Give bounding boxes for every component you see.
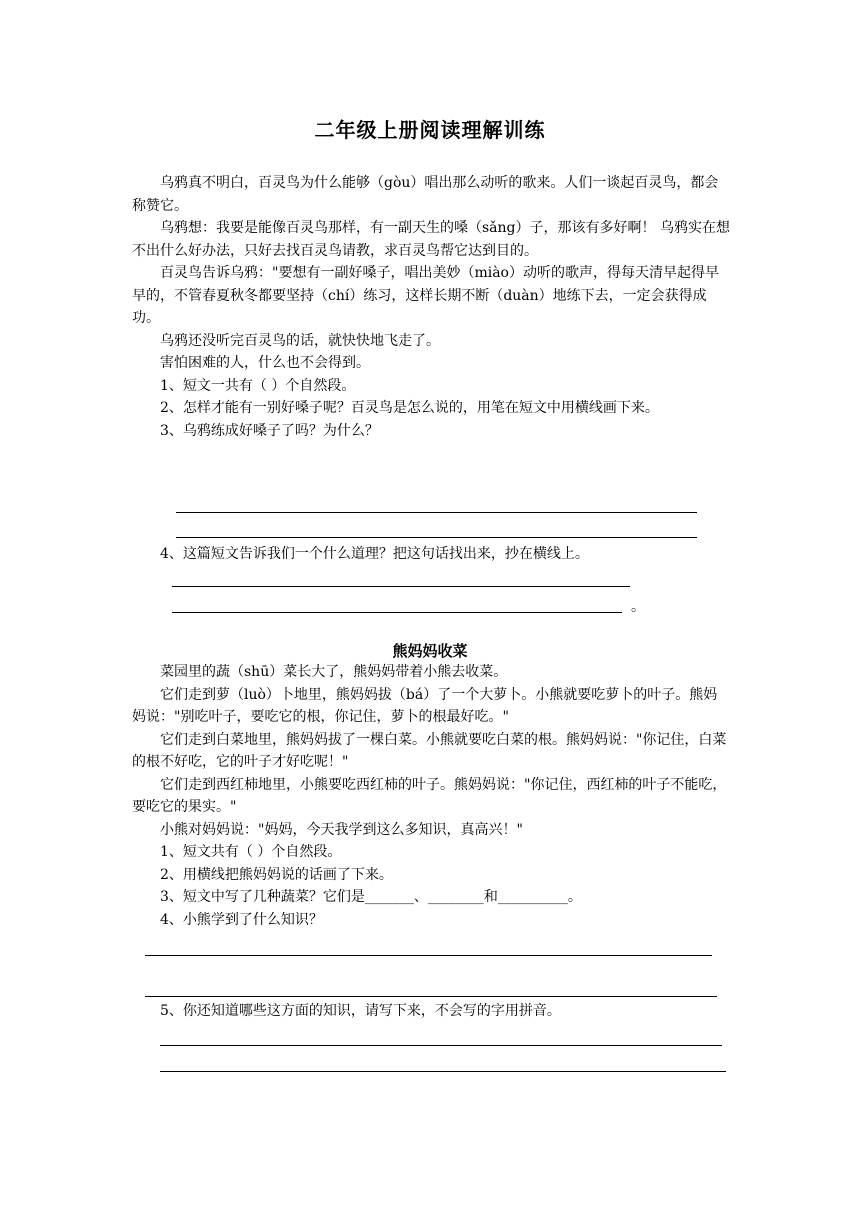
paragraph: 百灵鸟告诉乌鸦："要想有一副好嗓子，唱出美妙（miào）动听的歌声，得每天清早起得早早的，不管春夏秋冬都要坚持（chí）练习，这样长期不断（duàn）地练下去，一定会获得成功。 <box>132 265 719 326</box>
section-title: 熊妈妈收菜 <box>392 642 468 660</box>
answer-line[interactable] <box>172 586 630 587</box>
question: 3、乌鸦练成好嗓子了吗？为什么？ <box>160 422 379 439</box>
paragraph: 乌鸦想：我要是能像百灵鸟那样，有一副天生的嗓（sǎng）子，那该有多好啊！ 乌鸦实在想不出什么好办法，只好去找百灵鸟请教，求百灵鸟帮它达到目的。 <box>132 220 730 259</box>
passage1-question-4 <box>132 543 730 566</box>
paragraph: 乌鸦还没听完百灵鸟的话，就快快地飞走了。 <box>160 332 440 349</box>
question: 4、这篇短文告诉我们一个什么道理？把这句话找出来，抄在横线上。 <box>160 546 589 562</box>
page-title: 二年级上册阅读理解训练 <box>314 118 546 142</box>
question: 3、短文中写了几种蔬菜？它们是_______、________和__________。 <box>160 889 582 905</box>
paragraph: 菜园里的蔬（shū）菜长大了，熊妈妈带着小熊去收菜。 <box>160 664 508 680</box>
passage2-body <box>132 661 730 931</box>
paragraph: 害怕困难的人，什么也不会得到。 <box>160 355 370 371</box>
paragraph: 它们走到萝（luò）卜地里，熊妈妈拔（bá）了一个大萝卜。小熊就要吃萝卜的叶子。熊妈妈说："别吃叶子，要吃它的根，你记住，萝卜的根最好吃。" <box>132 686 718 725</box>
question: 1、短文一共有（ ）个自然段。 <box>160 377 356 394</box>
answer-line[interactable] <box>160 1045 722 1046</box>
answer-line[interactable] <box>176 537 697 538</box>
passage1-body <box>132 172 730 442</box>
paragraph: 它们走到西红柿地里，小熊要吃西红柿的叶子。熊妈妈说："你记住，西红柿的叶子不能吃，要吃它的果实。" <box>132 776 727 815</box>
paragraph: 乌鸦真不明白，百灵鸟为什么能够（gòu）唱出那么动听的歌来。人们一谈起百灵鸟，都会称赞它。 <box>132 175 719 214</box>
answer-line[interactable] <box>172 612 622 613</box>
question: 5、你还知道哪些这方面的知识，请写下来，不会写的字用拼音。 <box>160 1003 561 1019</box>
question: 2、怎样才能有一别好嗓子呢？百灵鸟是怎么说的，用笔在短文中用横线画下来。 <box>160 400 659 416</box>
paragraph: 小熊对妈妈说："妈妈，今天我学到这么多知识，真高兴！" <box>160 821 523 838</box>
end-mark: 。 <box>631 599 645 615</box>
passage2-question-5 <box>132 1000 730 1023</box>
question: 1、短文共有（ ）个自然段。 <box>160 844 342 860</box>
paragraph: 它们走到白菜地里，熊妈妈拔了一棵白菜。小熊就要吃白菜的根。熊妈妈说："你记住，白菜的根不好吃，它的叶子才好吃呢！" <box>132 731 727 770</box>
answer-line[interactable] <box>176 512 697 513</box>
answer-line[interactable] <box>160 1071 726 1072</box>
answer-line[interactable] <box>145 955 712 956</box>
answer-line[interactable] <box>145 996 717 997</box>
question: 2、用横线把熊妈妈说的话画了下来。 <box>160 866 393 883</box>
question: 4、小熊学到了什么知识？ <box>160 911 323 928</box>
